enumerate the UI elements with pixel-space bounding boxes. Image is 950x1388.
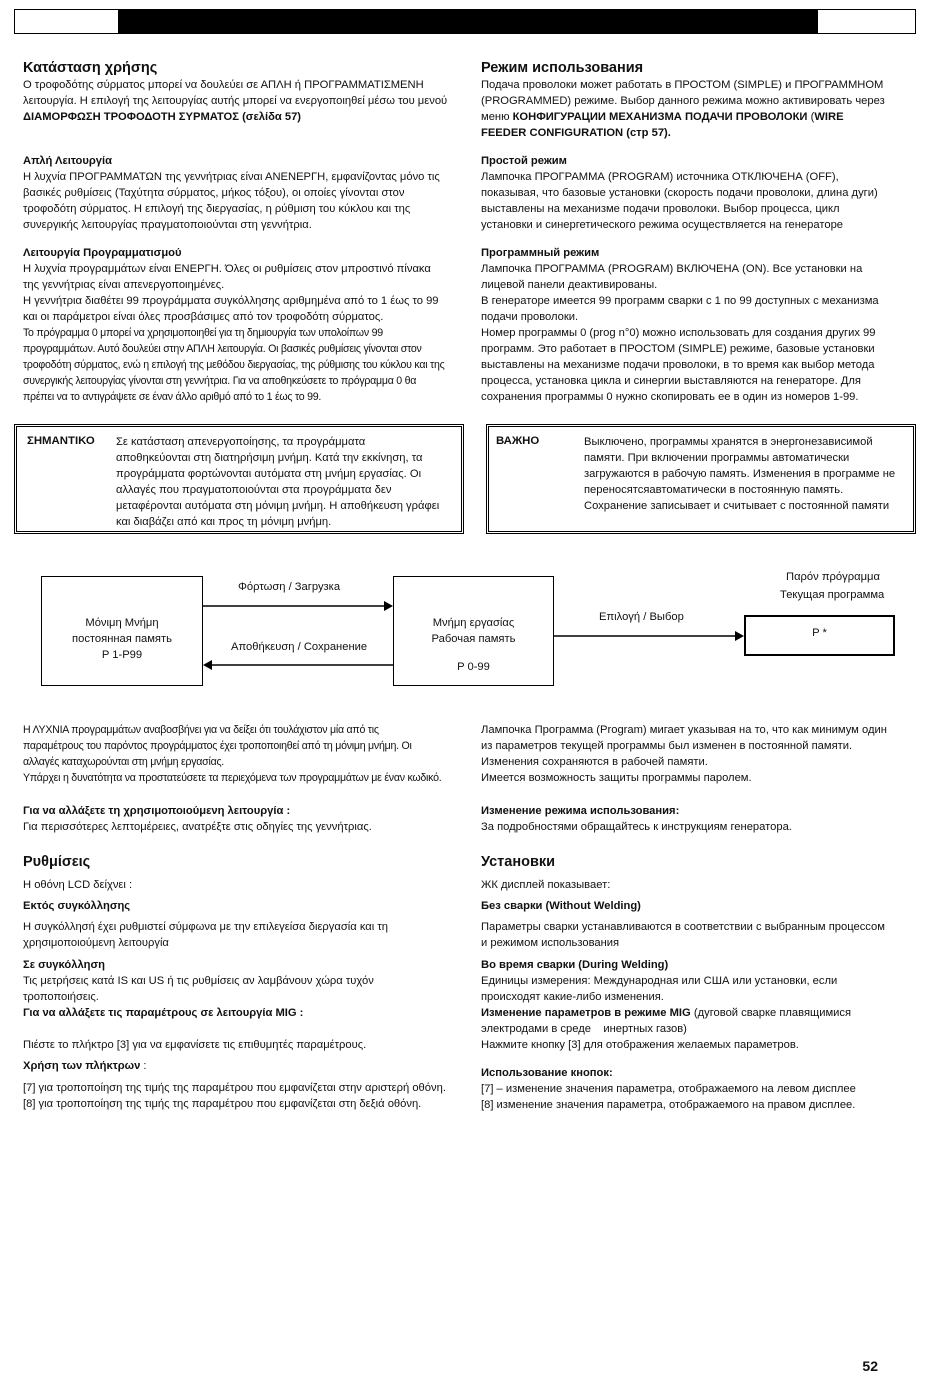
right-b1-text: Лампочка Программа (Program) мигает указывая на то, что как минимум один <box>481 724 887 736</box>
right-s3-text: программ. Это работает в ПРОСТОМ (SIMPLE) режиме, базовые установки <box>481 343 875 355</box>
left-s3-text: Η γεννήτρια διαθέτει 99 προγράμματα συγκόλλησης αριθμημένα από το 1 έως το 99 <box>23 295 439 307</box>
left-s2-title: Απλή Λειτουργία <box>23 155 113 167</box>
left-b3-text: Πιέστε το πλήκτρο [3] για να εμφανίσετε τις επιθυμητές παραμέτρους. <box>23 1039 367 1051</box>
right-s2-text: выставлены на механизме подачи проволоки. Выбор процесса, цикл <box>481 203 840 215</box>
working-memory-label: Μνήμη εργασίας <box>432 617 515 629</box>
select-arrow-label: Επιλογή / Выбор <box>599 611 684 623</box>
left-s3-title: Λειτουργία Προγραμματισμού <box>23 247 182 259</box>
important-line: памяти. При включении программы автоматически <box>584 452 850 464</box>
right-s3-text: лицевой панели деактивированы. <box>481 279 658 291</box>
left-section-settings <box>23 853 473 1112</box>
current-program-label: Παρόν πρόγραμμα <box>786 571 880 583</box>
left-s3-text: της γεννήτριας είναι απενεργοποιημένες. <box>23 279 225 291</box>
left-b3-colon: : <box>140 1060 147 1072</box>
left-b1-text: Υπάρχει η δυνατότητα να προστατεύσετε τα περιεχόμενα των προγραμμάτων με έναν κωδικό. <box>23 772 442 784</box>
important-line: αποθηκεύονται στη διατηρήσιμη μνήμη. Κατά την εκκίνηση, τα <box>116 452 423 464</box>
left-b3-subtitle: Σε συγκόλληση <box>23 959 105 971</box>
left-s3-text: συνεργικής λειτουργίας γίνονται στη γεννήτρια. Για να αποθηκεύσετε το πρόγραμμα 0 θα <box>23 375 417 387</box>
left-b3-subtitle: Εκτός συγκόλλησης <box>23 900 131 912</box>
right-b3-text: Параметры сварки устанавливаются в соответствии с выбранным процессом <box>481 921 885 933</box>
right-s3-text: Номер программы 0 (prog n°0) можно использовать для создания других 99 <box>481 327 876 339</box>
important-label: ВАЖНО <box>496 435 540 447</box>
right-s3-text: выставлены на механизме подачи проволоки, в то время как выбор метода <box>481 359 875 371</box>
right-s3-title: Программный режим <box>481 247 600 259</box>
left-s1-title: Κατάσταση χρήσης <box>23 60 158 76</box>
current-program-label: Текущая программа <box>780 589 885 601</box>
right-s3-text: Лампочка ПРОГРАММА (PROGRAM) ВКЛЮЧЕНА (ON). Все установки на <box>481 263 863 275</box>
left-s3-text: τροφοδότη σύρματος, ενώ η επιλογή της μεθόδου διεργασίας, της ρύθμισης του κύκλου και της <box>23 359 445 371</box>
permanent-memory-label: Μόνιμη Μνήμη <box>85 617 159 629</box>
right-b3-text: Нажмите кнопку [3] для отображения желаемых параметров. <box>481 1039 799 1051</box>
right-s1-menu-name: КОНФИГУРАЦИИ МЕХАНИЗМА ПОДАЧИ ПРОВОЛОКИ <box>512 111 808 123</box>
save-arrowhead <box>203 660 212 670</box>
right-section-settings <box>481 853 931 1113</box>
right-s1-title: Режим использования <box>481 60 644 76</box>
right-s3-text: подачи проволоки. <box>481 311 579 323</box>
right-s2-title: Простой режим <box>481 155 567 167</box>
right-b3-subtitle: Во время сварки (During Welding) <box>481 959 669 971</box>
right-s3-text: процесса, установка цикла и синергии выставляются на генераторе. Для <box>481 375 861 387</box>
important-line: και διαβάζει από και προς τη μόνιμη μνήμη. <box>116 516 332 528</box>
left-s2-text: τροφοδότη σύρματος. Η επιλογή της διεργασίας, η ρύθμιση του κύκλου και της <box>23 203 411 215</box>
important-line: Сохранение записывает и считывает с постоянной памяти <box>584 500 890 512</box>
left-b1-text: αλλαγές καταχωρούνται στη μνήμη εργασίας. <box>23 756 224 768</box>
right-b3-text: электродами в среде инертных газов) <box>481 1023 687 1035</box>
left-b3-subtitle: Χρήση των πλήκτρων <box>23 1060 141 1072</box>
left-s3-text: Το πρόγραμμα 0 μπορεί να χρησιμοποιηθεί για τη δημιουργία των υπολοίπων 99 <box>23 327 383 339</box>
right-s3-text: В генераторе имеется 99 программ сварки с 1 по 99 доступных с механизма <box>481 295 879 307</box>
right-section-change-mode <box>481 803 931 835</box>
left-b3-text: τροποποιήσεις. <box>23 991 99 1003</box>
left-b3-text: χρησιμοποιούμενη λειτουργία <box>23 937 169 949</box>
right-s1-menu-name-en: WIRE <box>814 111 844 123</box>
right-s1-text: Подача проволоки может работать в ПРОСТОМ (SIMPLE) и ПРОГРАММНОМ <box>481 79 884 91</box>
left-b2-text: Για περισσότερες λεπτομέρειες, ανατρέξτε στις οδηγίες της γεννήτριας. <box>23 821 372 833</box>
select-arrowhead <box>735 631 744 641</box>
left-b1-text: παραμέτρους του παρόντος προγράμματος έχει τροποποιηθεί από τη μόνιμη μνήμη. Οι <box>23 740 412 752</box>
left-b3-subtitle: Για να αλλάξετε τις παραμέτρους σε λειτουργία MIG : <box>23 1007 304 1019</box>
right-b1-text: из параметров текущей программы был изменен в постоянной памяти. <box>481 740 853 752</box>
load-arrow-label: Φόρτωση / Загрузка <box>238 581 341 593</box>
left-b3-text: Τις μετρήσεις κατά IS και US ή τις ρυθμίσεις αν λαμβάνουν χώρα τυχόν <box>23 975 374 987</box>
working-memory-label: Рабочая память <box>431 633 516 645</box>
right-b3-mig-heading <box>481 1005 931 1021</box>
important-line: переносятсяавтоматически в постоянную память. <box>584 484 844 496</box>
permanent-memory-range: P 1-P99 <box>101 649 143 661</box>
important-label: ΣΗΜΑΝΤΙΚΟ <box>27 435 95 447</box>
left-section-change-mode <box>23 803 473 835</box>
right-b3-subtitle: Без сварки (Without Welding) <box>481 900 641 912</box>
right-b1-text: Имеется возможность защиты программы паролем. <box>481 772 752 784</box>
load-arrowhead <box>384 601 393 611</box>
important-line: Выключено, программы хранятся в энергонезависимой <box>584 436 873 448</box>
right-s1-paren: ( <box>807 111 815 123</box>
right-b3-title: Установки <box>481 854 556 870</box>
working-memory-range: P 0-99 <box>457 661 490 673</box>
right-b2-title: Изменение режима использования: <box>481 805 680 817</box>
left-b1-text: Η ΛΥΧΝΙΑ προγραμμάτων αναβοσβήνει για να δείξει ότι τουλάχιστον μία από τις <box>23 724 379 736</box>
left-s2-text: Η λυχνία ΠΡΟΓΡΑΜΜΑΤΩΝ της γεννήτριας είναι ΑΝΕΝΕΡΓΗ, εμφανίζοντας μόνο τις <box>23 171 440 183</box>
right-s1-text: (PROGRAMMED) режиме. Выбор данного режима можно активировать через <box>481 95 885 107</box>
left-b3-text: [8] για τροποποίηση της τιμής της παραμέτρου που εμφανίζεται στη δεξιά οθόνη. <box>23 1098 422 1110</box>
left-b3-keys-heading <box>23 1058 473 1074</box>
important-line: αλλαγές που πραγματοποιούνται στα προγράμματα δεν <box>116 484 392 496</box>
left-s2-text: βασικές ρυθμίσεις (Ταχύτητα σύρματος, μήκος τόξου), οι οποίες γίνονται στον <box>23 187 405 199</box>
left-b2-title: Για να αλλάξετε τη χρησιμοποιούμενη λειτουργία : <box>23 805 291 817</box>
important-line: μεταφέρονται αυτόματα στη μόνιμη μνήμη. Η αποθήκευση γράφει <box>116 500 440 512</box>
left-b3-text: Η συγκόλλησή έχει ρυθμιστεί σύμφωνα με την επιλεγείσα διεργασία και τη <box>23 921 388 933</box>
left-s3-text: και οι παράμετροι είναι όλες προσβάσιμες από τον τροφοδότη σύρματος. <box>23 311 384 323</box>
right-b3-text: и режимом использования <box>481 937 620 949</box>
left-s2-text: συνεργικής λειτουργίας πραγματοποιούνται στη γεννήτρια. <box>23 219 312 231</box>
right-b3-text: происходят какие-либо изменения. <box>481 991 664 1003</box>
left-b3-title: Ρυθμίσεις <box>23 854 91 870</box>
right-s2-text: установки и синергетического режима осуществляется на генераторе <box>481 219 844 231</box>
left-s1-text: λειτουργία. Η επιλογή της λειτουργίας αυτής μπορεί να ενεργοποιηθεί μέσω του μενού <box>23 95 448 107</box>
current-program-value: P * <box>812 627 827 639</box>
important-line: Σε κατάσταση απενεργοποίησης, τα προγράμματα <box>116 436 366 448</box>
save-arrow-label: Αποθήκευση / Сохранение <box>231 641 368 653</box>
permanent-memory-label: постоянная память <box>72 633 172 645</box>
right-b3-text: ЖК дисплей показывает: <box>481 879 611 891</box>
right-b2-text: За подробностями обращайтесь к инструкциям генератора. <box>481 821 792 833</box>
right-s3-text: сохранения программы 0 нужно скопировать ее в один из номеров 1-99. <box>481 391 859 403</box>
left-b3-text: [7] για τροποποίηση της τιμής της παραμέτρου που εμφανίζεται στην αριστερή οθόνη. <box>23 1082 446 1094</box>
left-s1-text: ΔΙΑΜΟΡΦΩΣΗ ΤΡΟΦΟΔΟΤΗ ΣΥΡΜΑΤΟΣ (σελίδα 57) <box>23 111 302 123</box>
right-b1-text: Изменения сохраняются в рабочей памяти. <box>481 756 708 768</box>
right-s2-text: Лампочка ПРОГРАММА (PROGRAM) источника ОТКЛЮЧЕНА (OFF), <box>481 171 839 183</box>
left-s3-text: Η λυχνία προγραμμάτων είναι ΕΝΕΡΓΗ. Όλες οι ρυθμίσεις στον μπροστινό πίνακα <box>23 263 431 275</box>
right-b3-text: [8] изменение значения параметра, отображаемого на правом дисплее. <box>481 1099 856 1111</box>
right-s1-menu-word: меню <box>481 111 513 123</box>
right-b3-text: Единицы измерения: Международная или США или установки, если <box>481 975 838 987</box>
right-b3-text: (дуговой сварке плавящимися <box>690 1007 852 1019</box>
right-b3-subtitle: Использование кнопок: <box>481 1067 613 1079</box>
right-section-blink-note <box>481 722 931 786</box>
left-b3-text: Η οθόνη LCD δείχνει : <box>23 879 133 891</box>
important-line: загружаются в рабочую память. Изменения в программе не <box>584 468 896 480</box>
right-s2-text: показывая, что базовые установки (скорость подачи проволоки, длина дуги) <box>481 187 878 199</box>
page-number: 52 <box>862 1358 878 1374</box>
left-s3-text: προγραμμάτων. Αυτό δουλεύει στην ΑΠΛΗ λειτουργία. Οι βασικές ρυθμίσεις γίνονται στον <box>23 343 422 355</box>
right-b3-text: [7] – изменение значения параметра, отображаемого на левом дисплее <box>481 1083 856 1095</box>
left-s1-text: Ο τροφοδότης σύρματος μπορεί να δουλεύει σε ΑΠΛΗ ή ΠΡΟΓΡΑΜΜΑΤΙΣΜΕΝΗ <box>23 79 424 91</box>
important-line: προγράμματα φορτώνονται αυτόματα στη μνήμη εργασίας. Οι <box>116 468 422 480</box>
left-s3-text: πρέπει να το αντιγράψετε σε έναν άλλο αριθμό από το 1 έως το 99. <box>23 391 322 403</box>
right-s1-text: FEEDER CONFIGURATION (стр 57). <box>481 127 671 139</box>
left-section-blink-note <box>23 722 473 786</box>
right-b3-subtitle: Изменение параметров в режиме MIG <box>481 1007 691 1019</box>
